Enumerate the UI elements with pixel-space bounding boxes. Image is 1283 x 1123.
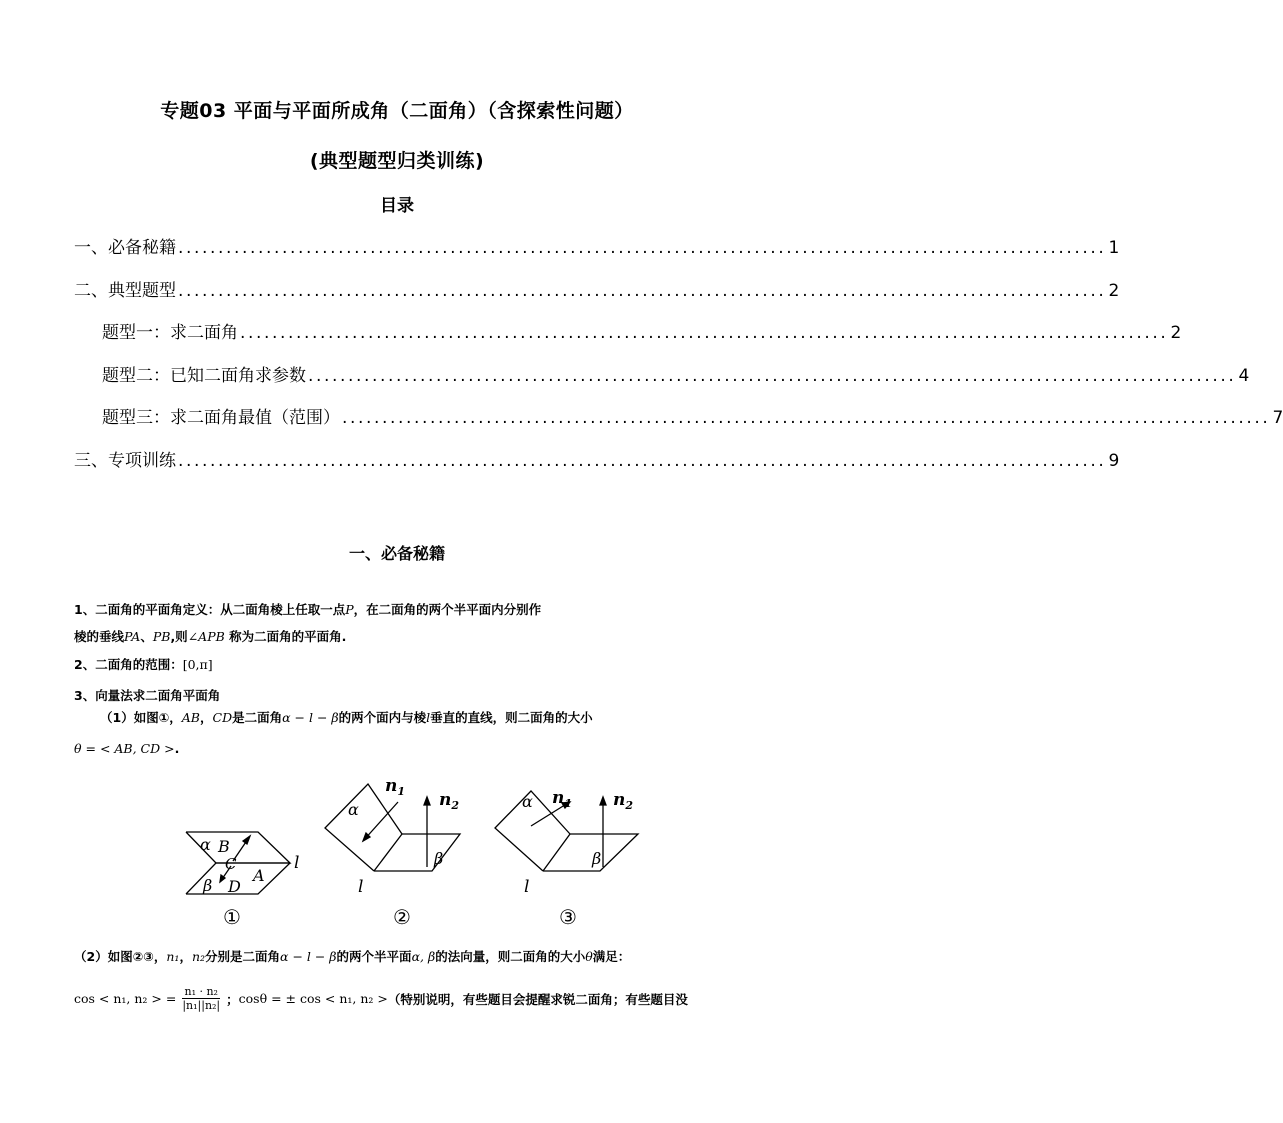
toc-heading: 目录 [380,196,414,216]
document-title: 专题03 平面与平面所成角（二面角）（含探索性问题） [160,100,634,122]
toc-item-special-training[interactable] [74,446,1120,471]
text: 满足： [592,949,631,964]
text: 2、二面角的范围： [74,657,183,672]
range-interval: [0,π] [182,657,213,672]
toc-leader-dots: .................................................................................................................... [178,451,1107,471]
fig1-l-label: l [294,853,300,873]
special-note: （特别说明，有些题目会提醒求锐二面角；有些题目没 [387,991,688,1007]
fig1-alpha-label: α [200,835,211,854]
text: （2）如图②③， [74,949,167,964]
cosine-lhs: cos < n₁, n₂ > = [74,991,177,1006]
edge-l: l [426,710,431,725]
dihedral-expression: α − l − β [280,949,337,964]
toc-leader-dots: .................................................................................................................... [308,366,1237,386]
toc-item-label: 题型二：已知二面角求参数 [102,366,306,386]
text: 的两个面内与棱 [338,710,427,725]
fig1-beta-label: β [203,876,213,895]
text: 的法向量，则二面角的大小 [435,949,586,964]
toc-item-page: 4 [1238,366,1250,386]
toc-item-type-two[interactable] [102,361,1250,386]
fig3-alpha-label: α [522,792,533,811]
fig1-number-label: ① [223,905,241,929]
line-ab: AB [181,710,200,725]
fig2-n2-label: $n_2$ [439,790,460,812]
toc-item-type-one[interactable] [102,318,1182,343]
fig3-n1-label: $n_1$ [552,788,573,810]
fraction-denominator: |n₁||n₂| [182,999,221,1012]
fraction-numerator: n₁ · n₂ [184,985,218,998]
angle-formula-line [74,741,179,756]
toc-item-page: 7 [1272,408,1283,428]
toc-item-page: 1 [1108,238,1120,258]
toc-leader-dots: .................................................................................................................... [342,408,1271,428]
fig2-beta-label: β [434,849,444,868]
angle-formula: θ = < AB, CD > [74,741,175,756]
segment-pa: PA [124,629,141,644]
toc-leader-dots: .................................................................................................................... [240,323,1169,343]
vector-method-heading: 3、向量法求二面角平面角 [74,688,221,703]
cosine-formula-line [74,985,688,1012]
angle-apb: ∠APB [187,629,225,644]
fig3-l-label: l [524,877,530,897]
fig3-beta-label: β [592,849,602,868]
toc-item-type-three[interactable] [102,403,1283,428]
text: 垂直的直线，则二面角的大小 [430,710,593,725]
toc-leader-dots: .................................................................................................................... [178,281,1107,301]
fig1-d-label: D [228,877,241,896]
fig2-alpha-label: α [348,800,359,819]
text: ,则 [170,629,188,644]
fig1-a-label: A [253,866,265,885]
vector-method-item-2 [74,947,630,965]
planes-alpha-beta: α, β [411,949,436,964]
toc-item-typical-types[interactable] [74,276,1120,301]
cosine-relation: cosθ = ± cos < n₁, n₂ > [238,991,388,1006]
section-heading: 一、必备秘籍 [348,544,445,563]
document-subtitle: (典型题型归类训练) [309,150,485,172]
fig2-l-label: l [358,877,364,897]
fig3-number-label: ③ [559,905,577,929]
text: （1）如图①， [100,710,182,725]
toc-item-label: 一、必备秘籍 [74,238,176,258]
toc-item-label: 题型一：求二面角 [102,323,238,343]
segment-pb: PB [152,629,171,644]
toc-item-page: 2 [1170,323,1182,343]
toc-item-label: 二、典型题型 [74,281,176,301]
text: 棱的垂线 [74,629,125,644]
fig2-n1-label: $n_1$ [385,776,406,798]
vector-method-item-1 [100,708,593,726]
toc-leader-dots: .................................................................................................................... [178,238,1107,258]
range-line [74,655,213,673]
fig2-number-label: ② [393,905,411,929]
normal-vector-n1: n₁ [166,949,180,964]
fig1-b-label: B [218,837,230,856]
dihedral-expression: α − l − β [282,710,339,725]
toc-item-page: 2 [1108,281,1120,301]
fig1-c-label: C [225,855,237,873]
toc-item-label: 题型三：求二面角最值（范围） [102,408,340,428]
definition-line-2 [74,627,346,645]
text: ，在二面角的两个半平面内分别作 [353,602,542,617]
point-p: P [345,602,354,617]
fraction [180,985,222,1012]
text: 的两个半平面 [336,949,412,964]
toc-item-secrets[interactable] [74,233,1120,258]
line-cd: CD [212,710,233,725]
definition-line-1 [74,600,541,618]
text: ， [179,949,192,964]
toc-item-label: 三、专项训练 [74,451,176,471]
text: 、 [140,629,153,644]
text: 分别是二面角 [205,949,281,964]
text: 是二面角 [232,710,283,725]
text: . [174,741,180,756]
normal-vector-n2: n₂ [191,949,206,964]
theta: θ [585,949,593,964]
text: ； [226,991,239,1007]
text: ， [200,710,213,725]
text: 1、二面角的平面角定义：从二面角棱上任取一点 [74,602,346,617]
dihedral-figures [0,770,794,930]
toc-item-page: 9 [1108,451,1120,471]
fig3-n2-label: $n_2$ [613,790,634,812]
text: 称为二面角的平面角. [224,629,347,644]
